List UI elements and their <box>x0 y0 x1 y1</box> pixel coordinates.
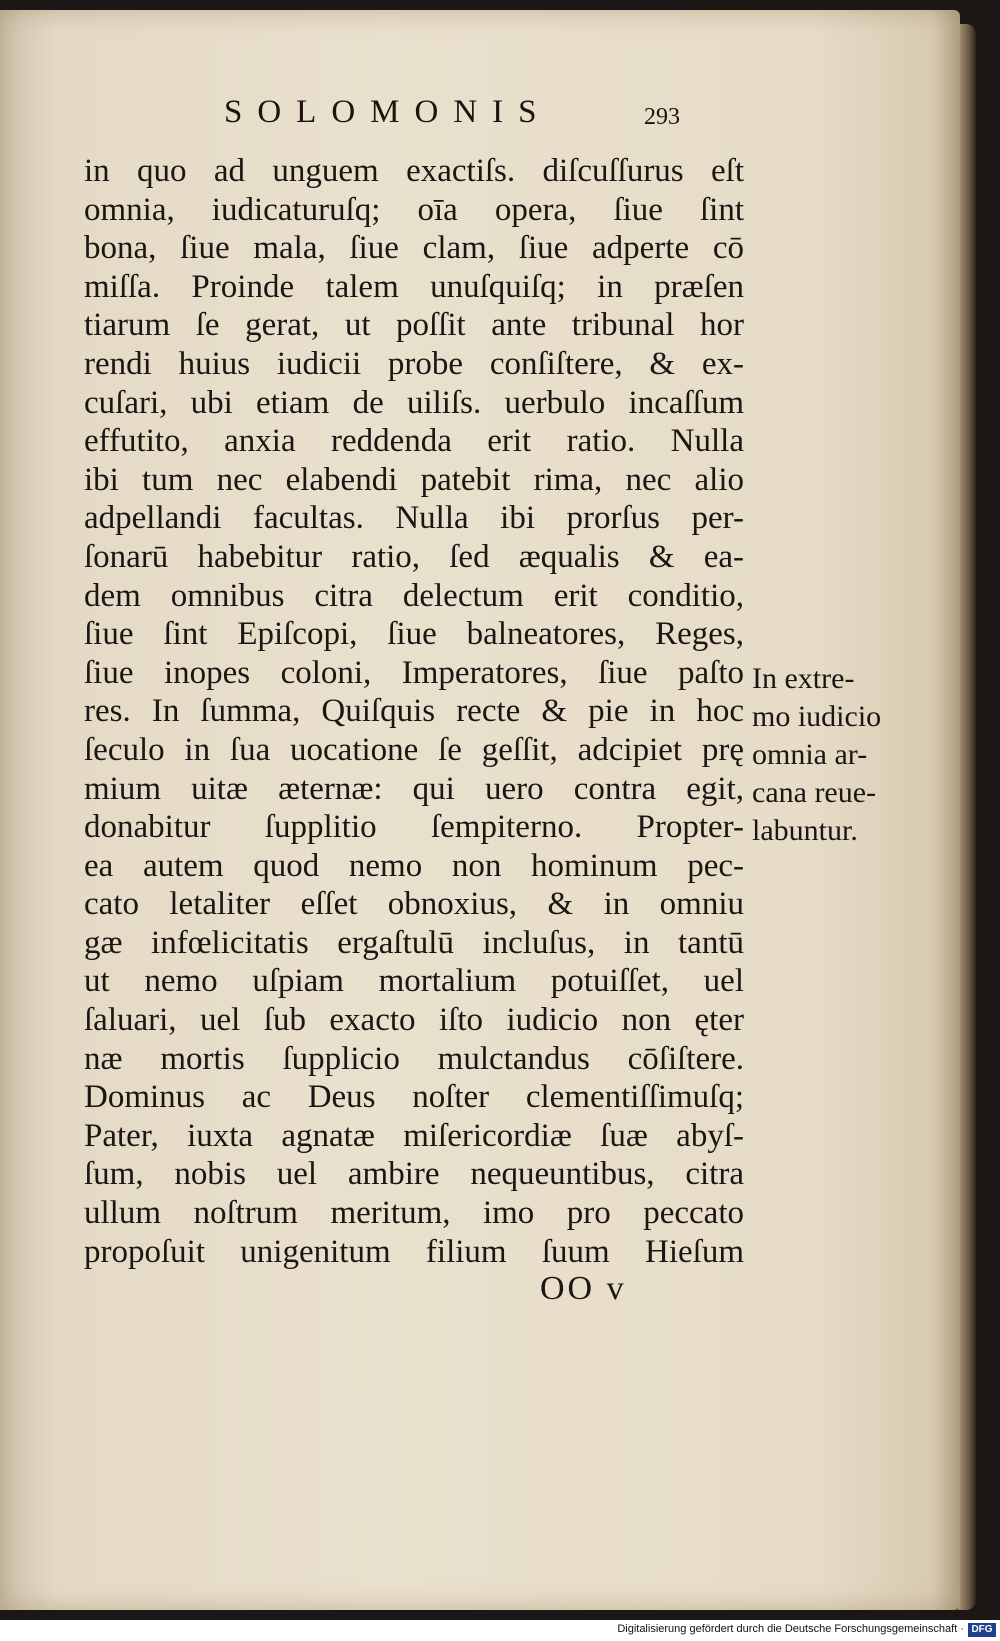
text-line: in quo ad unguem exactiſs. diſcuſſurus eſt <box>84 153 744 189</box>
text-line: omnia, iudicaturuſq; oīa opera, ſiue ſint <box>84 191 744 228</box>
text-line: rendi huius iudicii probe conſiſtere, & ex- <box>84 345 744 382</box>
margin-note-line: mo iudicio <box>752 700 882 733</box>
text-line: Dominus ac Deus noſter clementiſſimuſq; <box>84 1079 744 1116</box>
text-line: donabitur ſupplitio ſempiterno. Propter- <box>84 809 744 846</box>
margin-note <box>752 660 932 850</box>
text-line: tiarum ſe gerat, ut poſſit ante tribunal hor <box>84 307 744 344</box>
footer-bar <box>0 1620 1000 1641</box>
text-line: ſiue ſint Epiſcopi, ſiue balneatores, Reges, <box>84 616 744 653</box>
text-line: næ mortis ſupplicio mulctandus cōſiſtere. <box>84 1040 744 1077</box>
margin-note-line: omnia ar- <box>752 738 868 771</box>
catchword-signature: OO v <box>540 1270 627 1307</box>
text-line: effutito, anxia reddenda erit ratio. Nulla <box>84 423 744 460</box>
body-text <box>84 152 744 1271</box>
text-line: cuſari, ubi etiam de uiliſs. uerbulo incaſſum <box>84 384 744 421</box>
text-line: miſſa. Proinde talem unuſquiſq; in præſen <box>84 268 744 305</box>
text-line: ſiue inopes coloni, Imperatores, ſiue paſto <box>84 654 744 691</box>
margin-note-line: In extre- <box>752 662 855 695</box>
text-line: gæ infœlicitatis ergaſtulū incluſus, in tantū <box>84 924 744 961</box>
text-line: dem omnibus citra delectum erit conditio, <box>84 577 744 614</box>
text-line: ſum, nobis uel ambire nequeuntibus, citra <box>84 1156 744 1193</box>
text-line: ullum noſtrum meritum, imo pro peccato <box>84 1195 744 1232</box>
running-head-title: SOLOMONIS <box>224 94 552 130</box>
page-edge <box>958 24 976 1610</box>
text-line: ſonarū habebitur ratio, ſed æqualis & ea- <box>84 538 744 575</box>
dfg-logo-icon: DFG <box>968 1623 996 1637</box>
text-line: ſeculo in ſua uocatione ſe geſſit, adcipiet prę <box>84 731 744 768</box>
text-line: adpellandi facultas. Nulla ibi prorſus per- <box>84 500 744 537</box>
text-line: Pater, iuxta agnatæ miſericordiæ ſuæ abyſ- <box>84 1117 744 1154</box>
page-number: 293 <box>644 104 680 130</box>
margin-note-line: cana reue- <box>752 776 877 809</box>
text-line: bona, ſiue mala, ſiue clam, ſiue adperte cō <box>84 230 744 267</box>
text-line: cato letaliter eſſet obnoxius, & in omniu <box>84 886 744 923</box>
text-line: ibi tum nec elabendi patebit rima, nec alio <box>84 461 744 498</box>
text-line: propoſuit unigenitum filium ſuum Hieſum <box>84 1233 744 1270</box>
footer-credit: Digitalisierung gefördert durch die Deutsche Forschungsgemeinschaft · <box>617 1623 964 1635</box>
text-line: res. In ſumma, Quiſquis recte & pie in hoc <box>84 693 744 730</box>
running-head <box>0 94 960 138</box>
text-line: ſaluari, uel ſub exacto iſto iudicio non ęter <box>84 1002 744 1039</box>
text-line: ut nemo uſpiam mortalium potuiſſet, uel <box>84 963 744 1000</box>
margin-note-line: labuntur. <box>752 814 858 847</box>
text-line: mium uitæ æternæ: qui uero contra egit, <box>84 770 744 807</box>
text-line: ea autem quod nemo non hominum pec- <box>84 847 744 884</box>
